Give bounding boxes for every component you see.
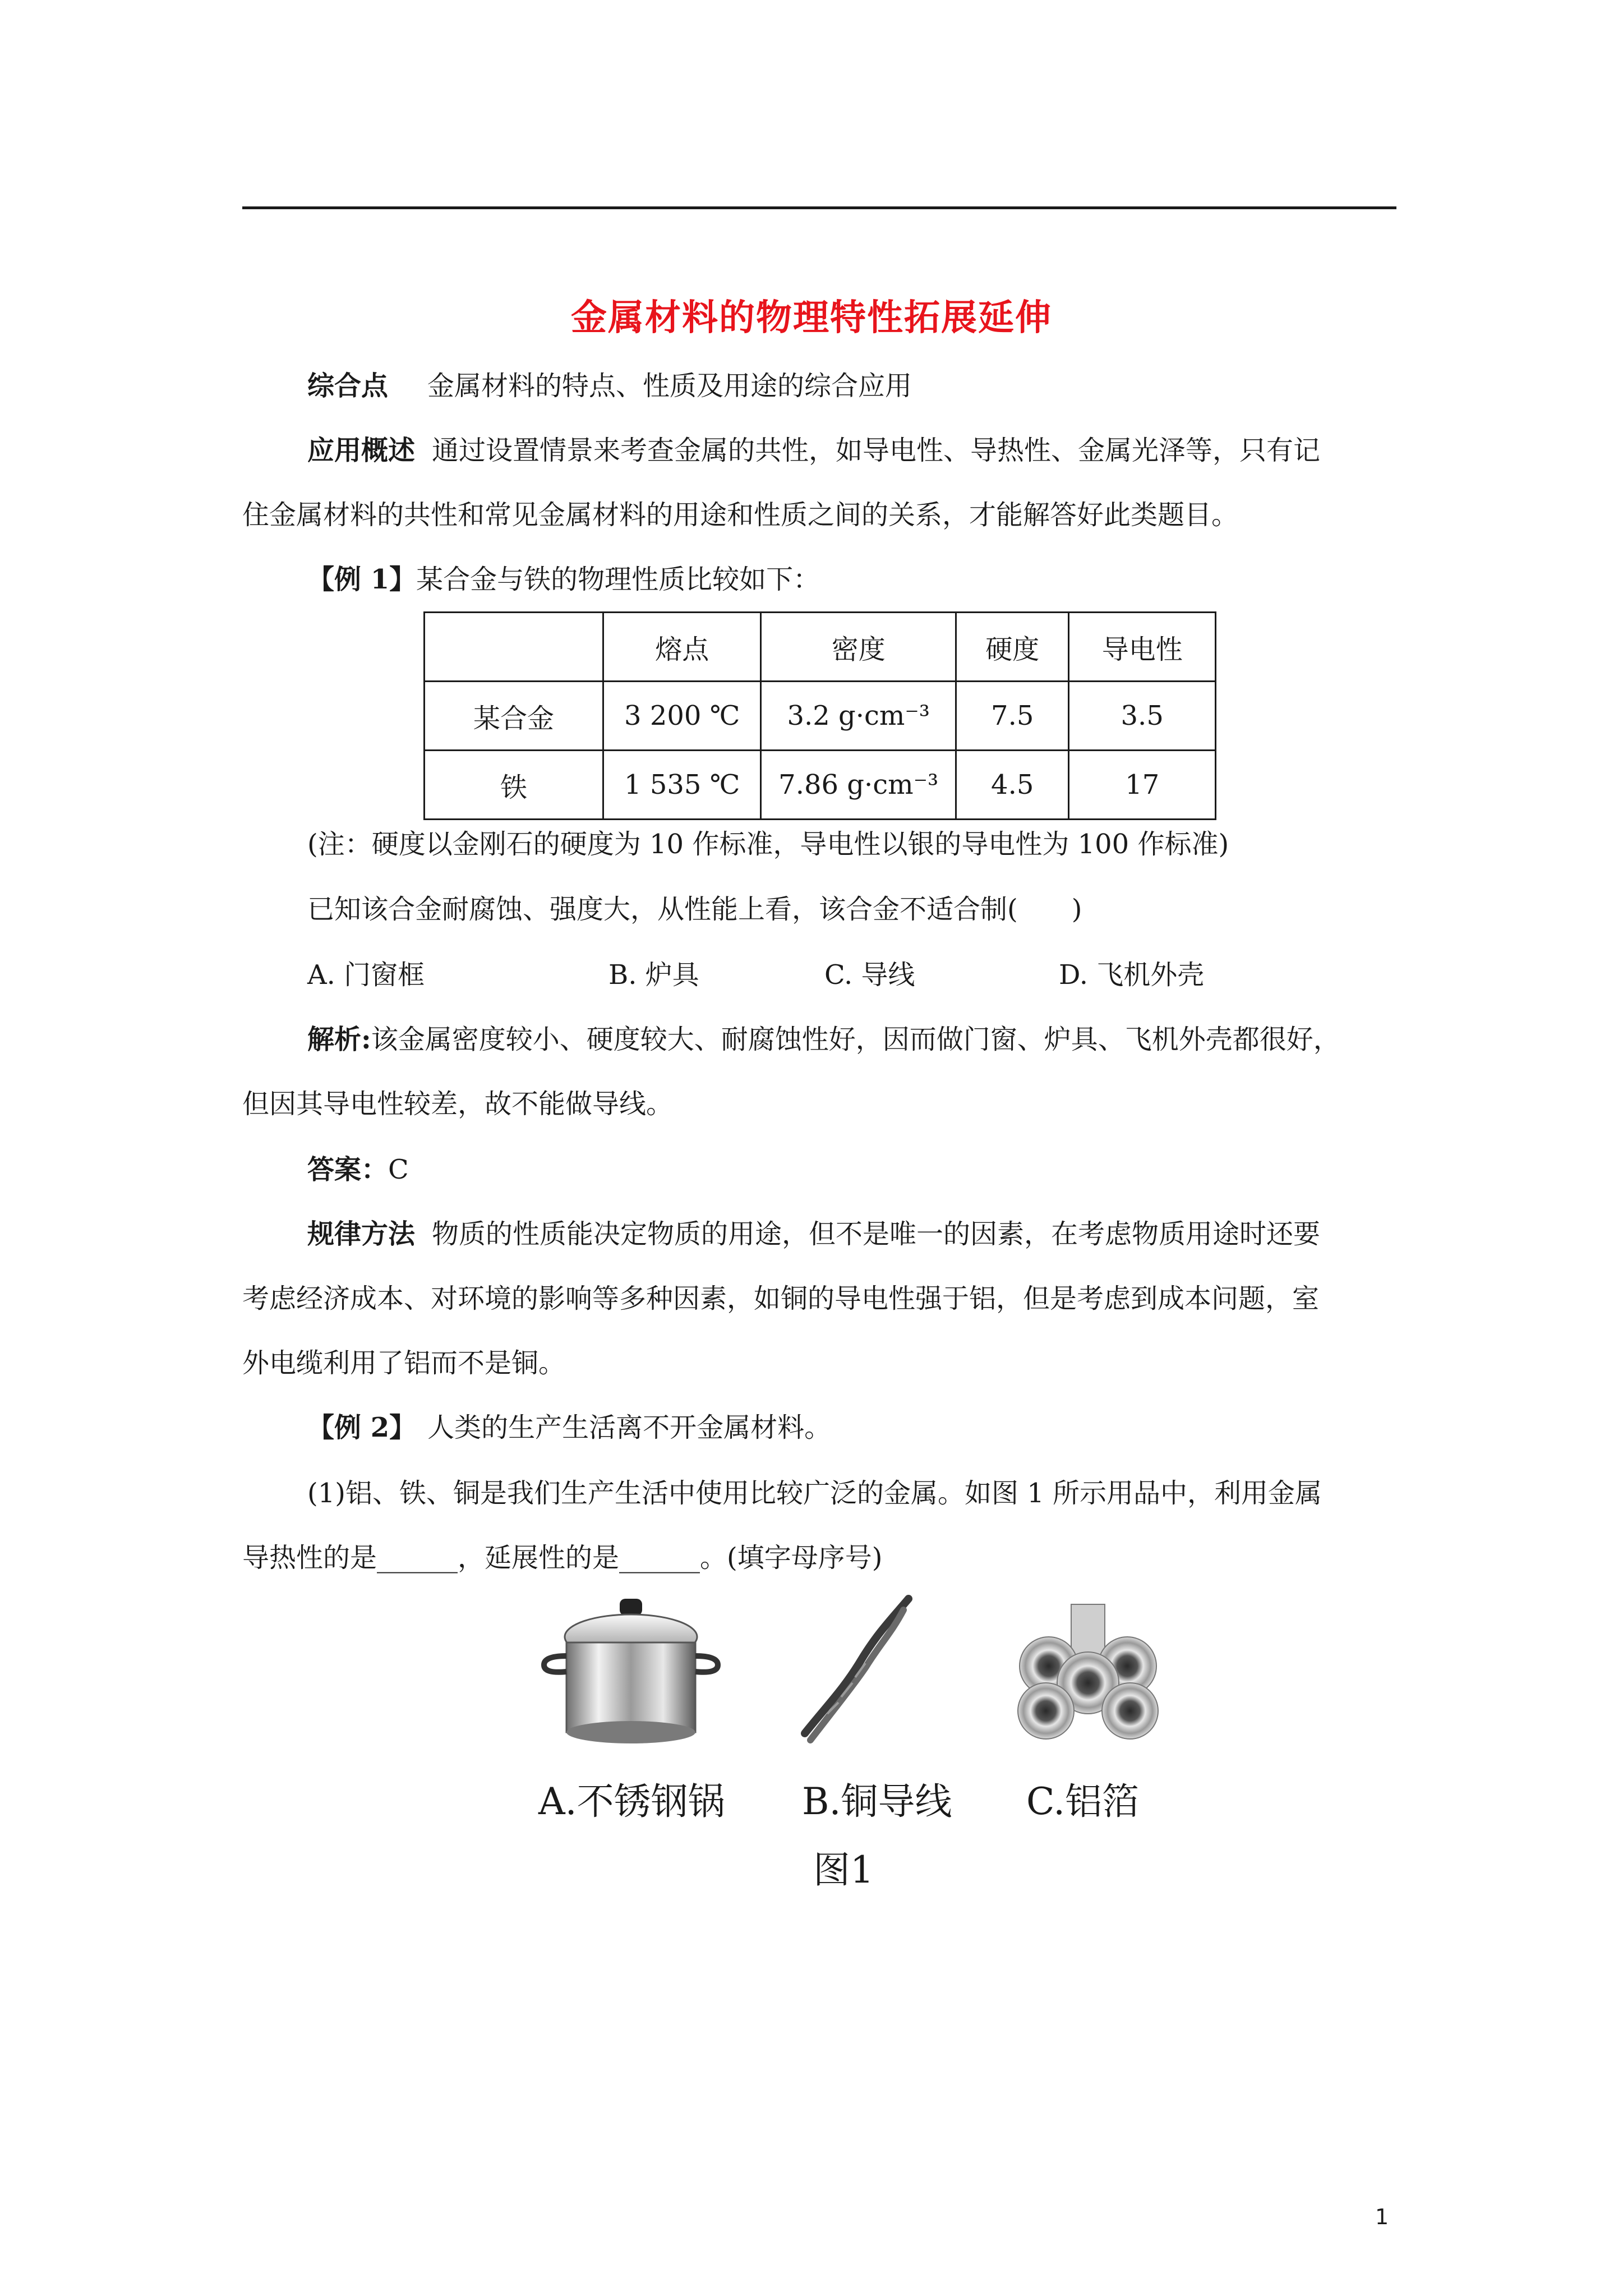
option-d: D. 飞机外壳 [1059, 959, 1205, 991]
overview-line-2: 住金属材料的共性和常见金属材料的用途和性质之间的关系，才能解答好此类题目。 [242, 499, 1239, 531]
table-cell [425, 613, 603, 682]
table-cell: 1 535 ℃ [603, 751, 760, 820]
table-cell: 4.5 [956, 751, 1069, 820]
table-note: (注：硬度以金刚石的硬度为 10 作标准，导电性以银的导电性为 100 作标准) [307, 829, 1229, 860]
answer-label: 答案： [307, 1154, 389, 1185]
synthesis-text: 金属材料的特点、性质及用途的综合应用 [427, 370, 912, 402]
answer-line [307, 1153, 409, 1186]
figure-label: 图1 [813, 1848, 874, 1892]
example-1-heading [307, 563, 820, 596]
overview-label: 应用概述 [307, 435, 416, 466]
method-line-2: 考虑经济成本、对环境的影响等多种因素，如铜的导电性强于铝，但是考虑到成本问题，室 [242, 1283, 1320, 1314]
option-b: B. 炉具 [608, 959, 699, 991]
option-a: A. 门窗框 [307, 959, 425, 991]
example-2-label: 【例 2】 [307, 1412, 417, 1443]
table-cell: 3.5 [1069, 682, 1216, 751]
header-rule [242, 206, 1396, 209]
overview-line-1 [307, 434, 1320, 467]
properties-table [423, 611, 1216, 820]
figure-caption-a: A.不锈钢锅 [538, 1780, 725, 1823]
method-line-3: 外电缆利用了铝而不是铜。 [242, 1347, 566, 1379]
figure-1 [538, 1593, 1166, 1890]
table-cell: 17 [1069, 751, 1216, 820]
analysis-label: 解析: [307, 1024, 371, 1055]
figure-caption-c: C.铝箔 [1026, 1780, 1140, 1823]
option-c: C. 导线 [824, 959, 915, 991]
table-cell: 某合金 [425, 682, 603, 751]
copper-wire-image [794, 1593, 917, 1750]
table-row [425, 682, 1216, 751]
aluminum-foil-image [1009, 1599, 1166, 1745]
method-line-1 [307, 1217, 1320, 1251]
example-1-question: 已知该合金耐腐蚀、强度大，从性能上看，该合金不适合制( ) [307, 894, 1082, 925]
table-header: 密度 [761, 613, 956, 682]
synthesis-point [307, 369, 912, 403]
analysis-line-1 [307, 1023, 1340, 1056]
table-cell: 3.2 g·cm⁻³ [761, 682, 956, 751]
analysis-line-2: 但因其导电性较差，故不能做导线。 [242, 1088, 674, 1120]
example-1-label: 【例 1】 [307, 564, 417, 595]
table-row [425, 751, 1216, 820]
table-cell: 7.86 g·cm⁻³ [761, 751, 956, 820]
example-1-intro: 某合金与铁的物理性质比较如下： [416, 564, 820, 595]
table-header: 熔点 [603, 613, 760, 682]
page-title: 金属材料的物理特性拓展延伸 [571, 297, 1052, 339]
stainless-pot-image [538, 1593, 723, 1750]
table-cell: 铁 [425, 751, 603, 820]
analysis-text-1: 该金属密度较小、硬度较大、耐腐蚀性好，因而做门窗、炉具、飞机外壳都很好， [371, 1024, 1340, 1055]
answer-value: C [388, 1154, 409, 1185]
overview-text-1: 通过设置情景来考查金属的共性，如导电性、导热性、金属光泽等，只有记 [432, 435, 1321, 466]
table-header: 硬度 [956, 613, 1069, 682]
example-2-q1-line-1: (1)铝、铁、铜是我们生产生活中使用比较广泛的金属。如图 1 所示用品中，利用金属 [307, 1478, 1322, 1509]
synthesis-label: 综合点 [307, 370, 389, 402]
example-2-heading [307, 1411, 831, 1444]
example-2-intro: 人类的生产生活离不开金属材料。 [427, 1412, 832, 1443]
table-cell: 7.5 [956, 682, 1069, 751]
figure-caption-b: B.铜导线 [802, 1780, 952, 1823]
method-text-1: 物质的性质能决定物质的用途，但不是唯一的因素，在考虑物质用途时还要 [432, 1218, 1321, 1250]
page-number: 1 [1375, 2205, 1389, 2229]
method-label: 规律方法 [307, 1218, 416, 1250]
table-header: 导电性 [1069, 613, 1216, 682]
example-2-q1-line-2: 导热性的是______，延展性的是______。(填字母序号) [242, 1542, 883, 1573]
table-header-row [425, 613, 1216, 682]
table-cell: 3 200 ℃ [603, 682, 760, 751]
